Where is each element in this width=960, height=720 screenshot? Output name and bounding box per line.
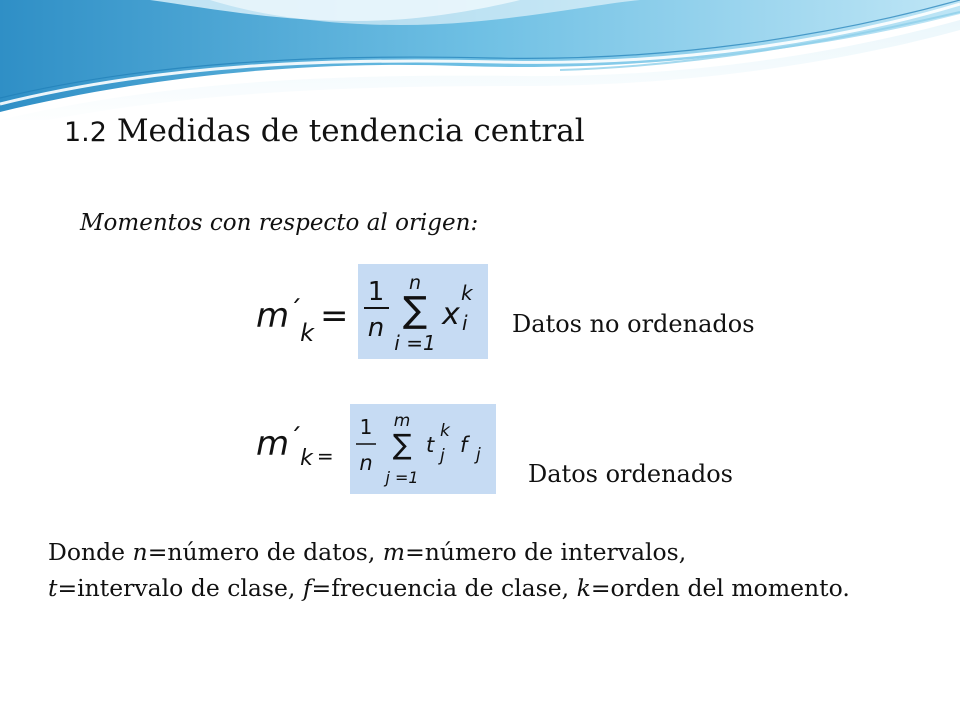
desc-var-f: f [302, 574, 312, 602]
formula1-frac-den: n [367, 313, 385, 343]
sigma-sum-icon-2: ∑ [392, 428, 412, 461]
desc-var-t: t [48, 574, 58, 602]
formula2-lhs [256, 424, 334, 471]
formula2-box [350, 404, 496, 494]
formula1-term-base: x [442, 297, 460, 332]
desc-var-k: k [576, 574, 591, 602]
formula2-term-base: t [426, 433, 435, 457]
formula2-label: Datos ordenados [528, 460, 733, 488]
formula1-term-sub: i [462, 311, 468, 335]
formula2-k-subscript: k [300, 446, 313, 471]
formula1-k-subscript: k [300, 319, 315, 347]
formula2-sum-lower: j =1 [385, 468, 419, 487]
formula1-frac-num: 1 [367, 277, 385, 307]
formula1-equals: = [320, 296, 349, 336]
desc-part-1: Donde [48, 538, 133, 566]
formula1-box [358, 264, 488, 359]
formula2-equals: = [316, 444, 334, 468]
formula1-label: Datos no ordenados [512, 310, 755, 338]
desc-part-3: =número de intervalos, [405, 538, 687, 566]
formula1-sum-lower: i =1 [394, 331, 436, 355]
formula1-rhs [358, 264, 488, 359]
formula2-factor-sub: j [476, 445, 481, 465]
title-number: 1.2 [64, 117, 107, 148]
formula2-m: m [256, 424, 290, 464]
formula1-term-sup: k [461, 281, 473, 305]
desc-part-2: =número de datos, [147, 538, 383, 566]
desc-part-6: =orden del momento. [590, 574, 850, 602]
sigma-sum-icon: ∑ [402, 290, 428, 331]
formula1-sum-upper: n [408, 272, 422, 294]
formula2-frac-num: 1 [359, 415, 373, 439]
formula1-prime: ´ [289, 296, 303, 326]
desc-var-n: n [132, 538, 148, 566]
header-wave-decoration [0, 0, 960, 120]
section-subtitle: Momentos con respecto al origen: [80, 210, 479, 236]
title-text: Medidas de tendencia central [116, 113, 585, 149]
formula2-term-sub: j [440, 446, 445, 466]
formula2-frac-den: n [359, 451, 373, 475]
formula1-lhs [256, 296, 349, 347]
variable-definitions [48, 534, 868, 606]
page-title [64, 113, 585, 149]
desc-var-m: m [382, 538, 406, 566]
formula2-rhs [350, 404, 496, 494]
formula1-m: m [256, 296, 290, 336]
formula2-factor-base: f [460, 433, 468, 457]
formula2-term-sup: k [440, 421, 450, 441]
formula2-sum-upper: m [393, 411, 411, 431]
desc-part-4: =intervalo de clase, [57, 574, 303, 602]
formula2-prime: ´ [289, 424, 303, 454]
desc-part-5: =frecuencia de clase, [311, 574, 577, 602]
